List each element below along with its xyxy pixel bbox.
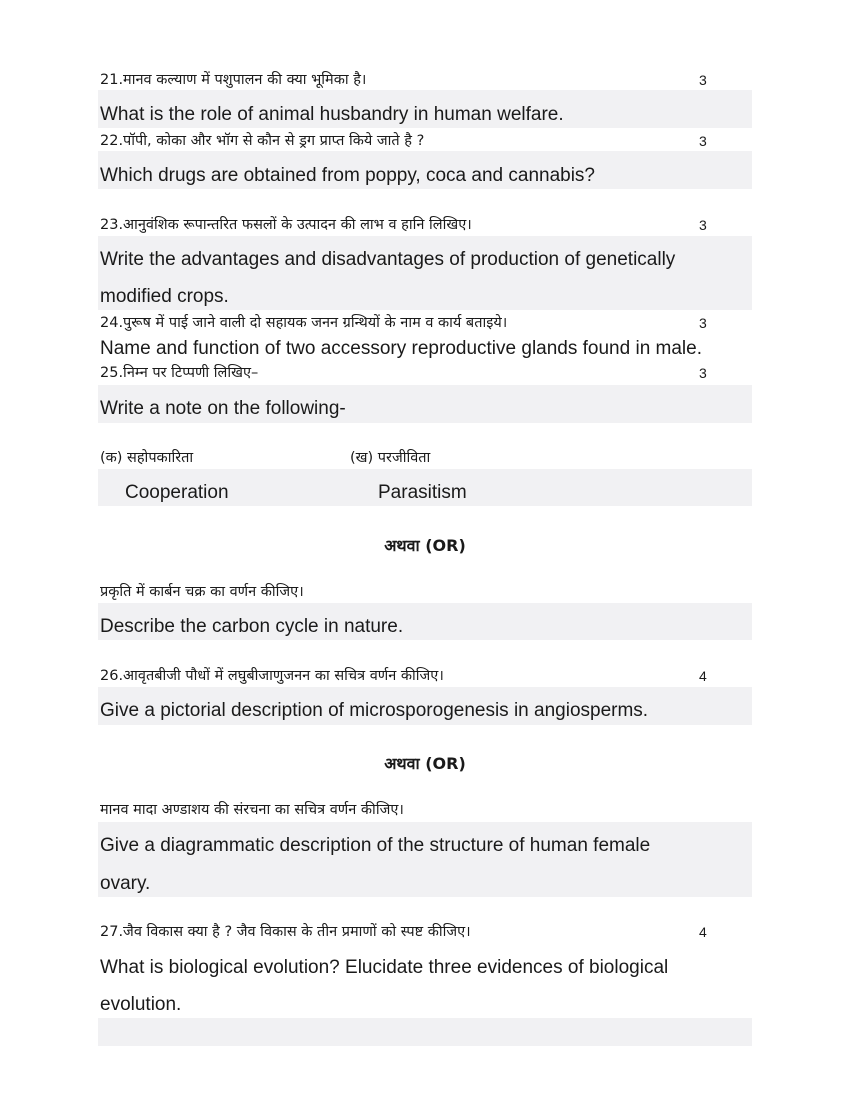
option-english: Cooperation bbox=[125, 482, 229, 503]
alternative-question-hindi: प्रकृति में कार्बन चक्र का वर्णन कीजिए। bbox=[100, 584, 304, 600]
question-text-hindi: 24.पुरूष में पाई जाने वाली दो सहायक जनन ग्रन्थियों के नाम व कार्य बताइये। bbox=[100, 315, 508, 331]
question-marks: 3 bbox=[699, 72, 707, 88]
question-text-hindi: 26.आवृतबीजी पौधों में लघुबीजाणुजनन का सचित्र वर्णन कीजिए। bbox=[100, 668, 444, 684]
question-marks: 3 bbox=[699, 133, 707, 149]
highlight-band bbox=[98, 1018, 752, 1046]
option-english: Parasitism bbox=[378, 482, 467, 503]
or-divider: अथवा (OR) bbox=[384, 536, 466, 555]
question-marks: 4 bbox=[699, 924, 707, 940]
question-marks: 3 bbox=[699, 365, 707, 381]
or-divider: अथवा (OR) bbox=[384, 754, 466, 773]
question-marks: 4 bbox=[699, 668, 707, 684]
alternative-question-english: Give a diagrammatic description of the structure of human female bbox=[100, 835, 651, 856]
question-text-english: What is biological evolution? Elucidate three evidences of biological bbox=[100, 957, 669, 978]
alternative-question-hindi: मानव मादा अण्डाशय की संरचना का सचित्र वर्णन कीजिए। bbox=[100, 802, 404, 818]
alternative-question-english: ovary. bbox=[100, 873, 151, 894]
question-text-hindi: 25.निम्न पर टिप्पणी लिखिए– bbox=[100, 365, 259, 381]
question-text-english: Write a note on the following- bbox=[100, 398, 346, 419]
question-text-english: modified crops. bbox=[100, 286, 229, 307]
option-hindi: (क) सहोपकारिता bbox=[100, 450, 194, 466]
question-text-hindi: 22.पॉपी, कोका और भॉग से कौन से ड्रग प्राप्त किये जाते है ? bbox=[100, 133, 425, 149]
question-text-english: Give a pictorial description of microsporogenesis in angiosperms. bbox=[100, 700, 649, 721]
question-marks: 3 bbox=[699, 315, 707, 331]
question-text-english: evolution. bbox=[100, 994, 182, 1015]
question-text-hindi: 27.जैव विकास क्या है ? जैव विकास के तीन प्रमाणों को स्पष्ट कीजिए। bbox=[100, 924, 471, 940]
question-text-english: Write the advantages and disadvantages of production of genetically bbox=[100, 249, 676, 270]
question-text-english: What is the role of animal husbandry in human welfare. bbox=[100, 104, 564, 125]
question-text-hindi: 21.मानव कल्याण में पशुपालन की क्या भूमिका है। bbox=[100, 72, 367, 88]
question-marks: 3 bbox=[699, 217, 707, 233]
alternative-question-english: Describe the carbon cycle in nature. bbox=[100, 616, 404, 637]
question-text-hindi: 23.आनुवंशिक रूपान्तरित फसलों के उत्पादन की लाभ व हानि लिखिए। bbox=[100, 217, 472, 233]
question-text-english: Which drugs are obtained from poppy, coca and cannabis? bbox=[100, 165, 596, 186]
highlight-band bbox=[98, 822, 752, 897]
question-text-english: Name and function of two accessory reproductive glands found in male. bbox=[100, 338, 702, 359]
option-hindi: (ख) परजीविता bbox=[350, 450, 431, 466]
